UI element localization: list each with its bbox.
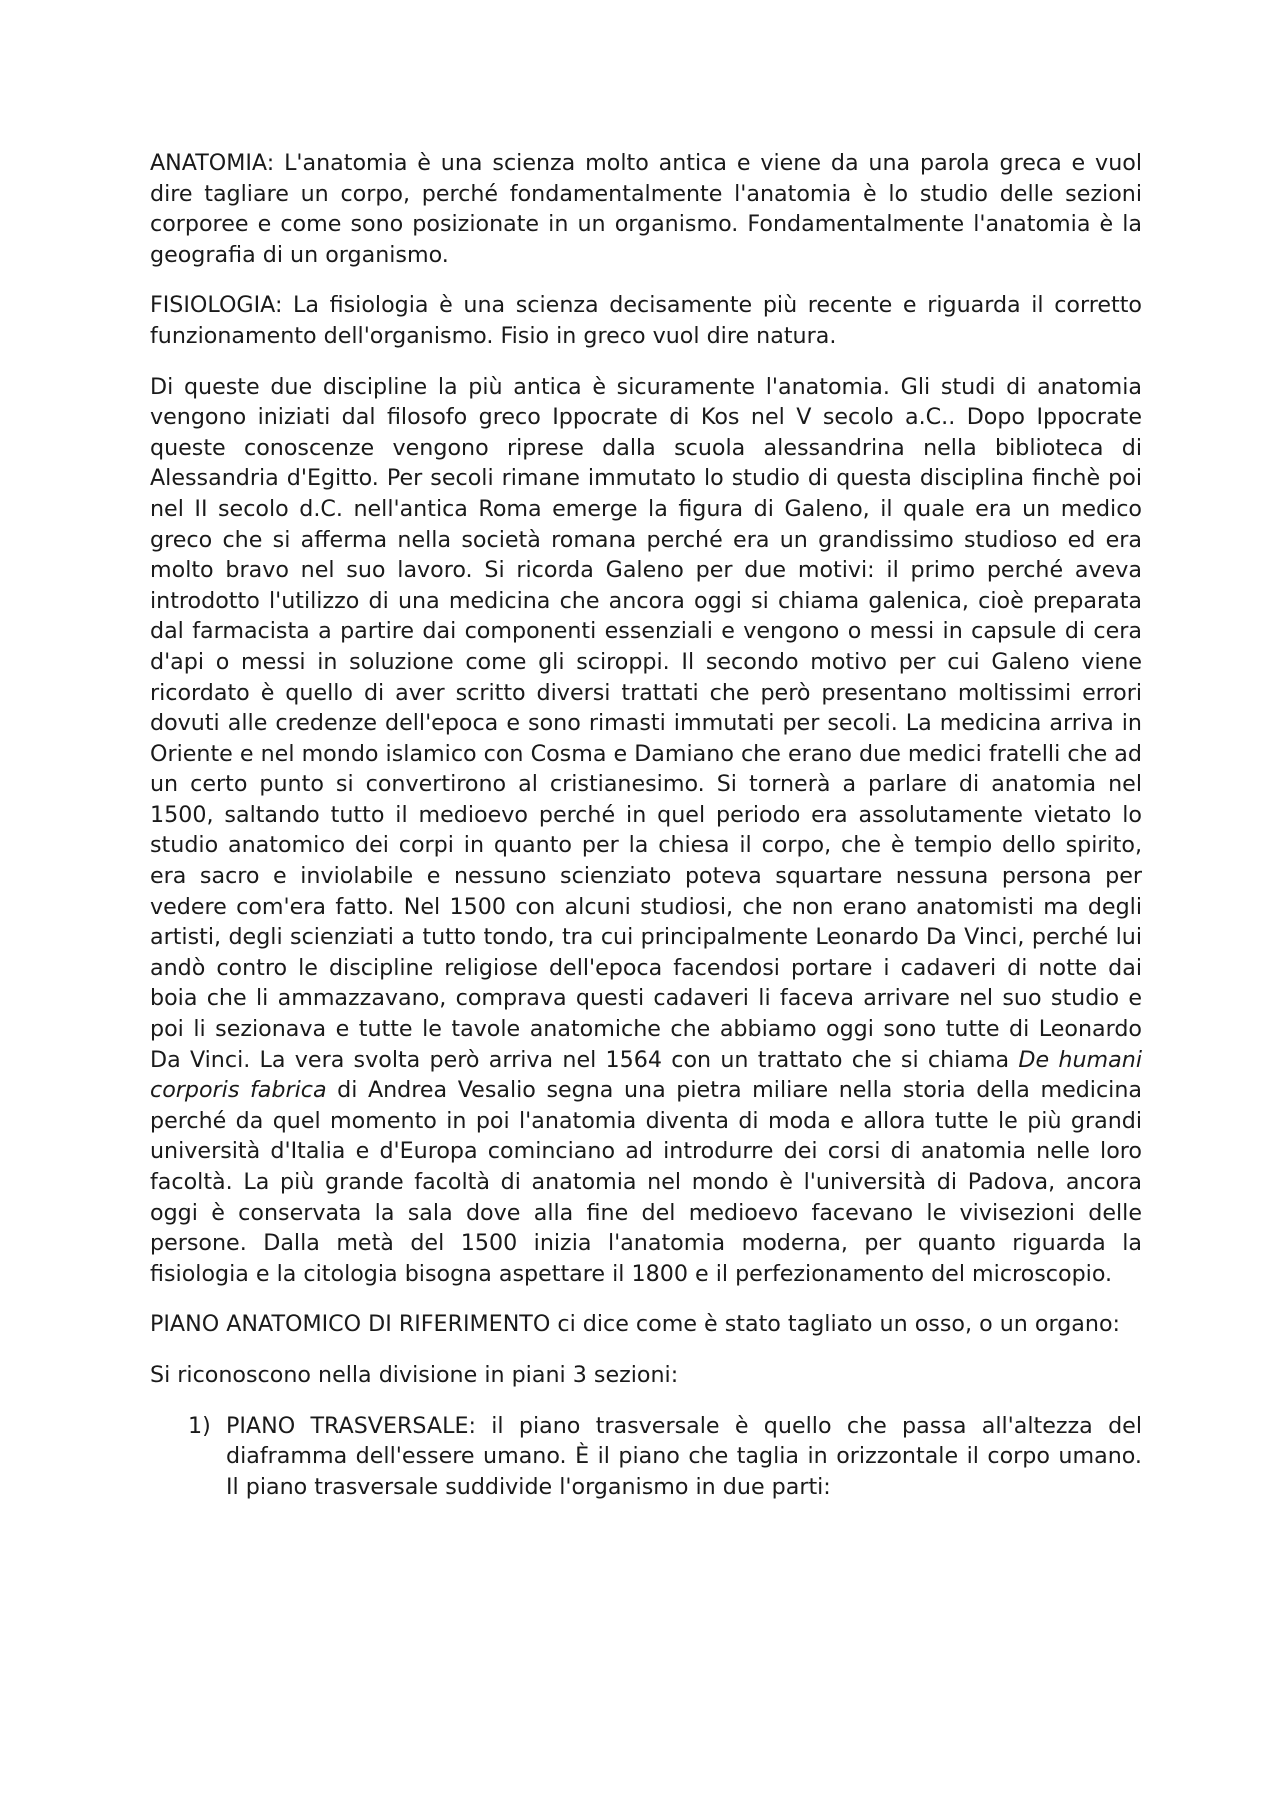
list-item xyxy=(150,1411,1142,1503)
list-item-number: 1) xyxy=(188,1412,211,1439)
list-item-text: PIANO TRASVERSALE: il piano trasversale è quello che passa all'altezza del diaframma dell'essere umano. È il piano che taglia in orizzontale il corpo umano. Il piano trasversale suddivide l'organismo in due parti: xyxy=(226,1412,1142,1500)
storia-text-after: di Andrea Vesalio segna una pietra miliare nella storia della medicina perché da quel momento in poi l'anatomia diventa di moda e allora tutte le più grandi università d'Italia e d'Europa cominciano ad introdurre dei corsi di anatomia nelle loro facoltà. La più grande facoltà di anatomia nel mondo è l'università di Padova, ancora oggi è conservata la sala dove alla fine del medioevo facevano le vivisezioni delle persone. Dalla metà del 1500 inizia l'anatomia moderna, per quanto riguarda la fisiologia e la citologia bisogna aspettare il 1800 e il perfezionamento del microscopio. xyxy=(150,1077,1142,1287)
paragraph-storia xyxy=(150,372,1142,1290)
paragraph-piano-anatomico: PIANO ANATOMICO DI RIFERIMENTO ci dice come è stato tagliato un osso, o un organo: xyxy=(150,1311,1120,1338)
numbered-list xyxy=(150,1411,1142,1503)
paragraph-anatomia: ANATOMIA: L'anatomia è una scienza molto antica e viene da una parola greca e vuol dire tagliare un corpo, perché fondamentalmente l'anatomia è lo studio delle sezioni corporee e come sono posizionate in un organismo. Fondamentalmente l'anatomia è la geografia di un organismo. xyxy=(150,150,1142,268)
paragraph-fisiologia: FISIOLOGIA: La fisiologia è una scienza decisamente più recente e riguarda il corretto funzionamento dell'organismo. Fisio in greco vuol dire natura. xyxy=(150,292,1142,349)
paragraph-sezioni: Si riconoscono nella divisione in piani 3 sezioni: xyxy=(150,1361,679,1388)
storia-text-before: Di queste due discipline la più antica è sicuramente l'anatomia. Gli studi di anatomia vengono iniziati dal filosofo greco Ippocrate di Kos nel V secolo a.C.. Dopo Ippocrate queste conoscenze vengono riprese dalla scuola alessandrina nella biblioteca di Alessandria d'Egitto. Per secoli rimane immutato lo studio di questa disciplina finchè poi nel II secolo d.C. nell'antica Roma emerge la figura di Galeno, il quale era un medico greco che si afferma nella società romana perché era un grandissimo studioso ed era molto bravo nel suo lavoro. Si ricorda Galeno per due motivi: il primo perché aveva introdotto l'utilizzo di una medicina che ancora oggi si chiama galenica, cioè preparata dal farmacista a partire dai componenti essenziali e vengono o messi in capsule di cera d'api o messi in soluzione come gli sciroppi. Il secondo motivo per cui Galeno viene ricordato è quello di aver scritto diversi trattati che però presentano moltissimi errori dovuti alle credenze dell'epoca e sono rimasti immutati per secoli. La medicina arriva in Oriente e nel mondo islamico con Cosma e Damiano che erano due medici fratelli che ad un certo punto si convertirono al cristianesimo. Si tornerà a parlare di anatomia nel 1500, saltando tutto il medioevo perché in quel periodo era assolutamente vietato lo studio anatomico dei corpi in quanto per la chiesa il corpo, che è tempio dello spirito, era sacro e inviolabile e nessuno scienziato poteva squartare nessuna persona per vedere com'era fatto. Nel 1500 con alcuni studiosi, che non erano anatomisti ma degli artisti, degli scienziati a tutto tondo, tra cui principalmente Leonardo Da Vinci, perché lui andò contro le discipline religiose dell'epoca facendosi portare i cadaveri di notte dai boia che li ammazzavano, comprava questi cadaveri li faceva arrivare nel suo studio e poi li sezionava e tutte le tavole anatomiche che abbiamo oggi sono tutte di Leonardo Da Vinci. La vera svolta però arriva nel 1564 con un trattato che si chiama xyxy=(150,373,1142,1073)
book-title: De humani corporis fabrica xyxy=(150,1046,1142,1104)
